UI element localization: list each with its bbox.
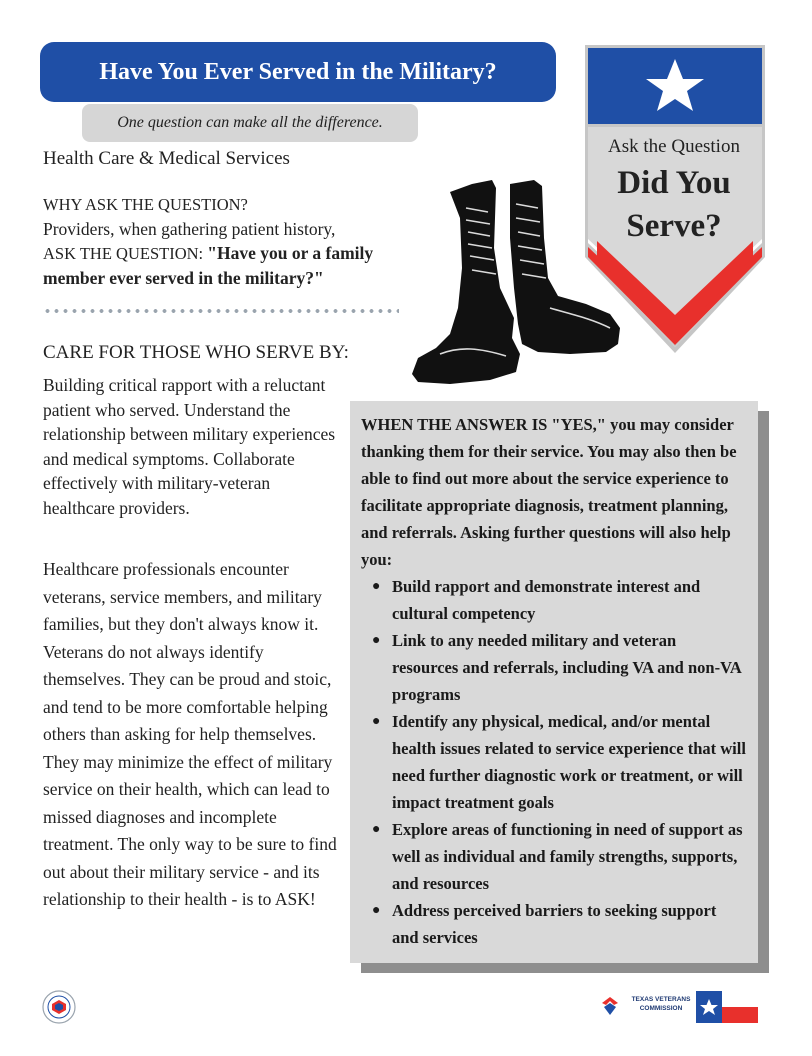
boots-image (410, 178, 622, 386)
why-heading: WHY ASK THE QUESTION? (43, 195, 248, 214)
seal-logo (42, 990, 76, 1024)
healthcare-paragraph: Healthcare professionals encounter veterans, service members, and military families, but they don't always know it. Veterans do not always identify themselves. They can be proud and stoic, and tend to be more comfortable helping others than asking for help themselves. They may minimize the effect of military service on their health, which can lead to missed diagnoses and incomplete treatment. The only way to be sure to find out about their military service - and its relationship to their health - is to ASK! (43, 559, 337, 909)
question-text: "Have you or a family member ever served in the military?" (43, 243, 374, 288)
list-item: ● Link to any needed military and veteran resources and referrals, including VA and non-VA programs (392, 627, 746, 708)
badge-title-line2: Serve? (626, 208, 722, 244)
why-question (43, 241, 423, 290)
tagline: One question can make all the difference. (117, 114, 383, 131)
badge-subtitle: Ask the Question (608, 136, 740, 157)
callout-intro: WHEN THE ANSWER IS "YES," you may consider thanking them for their service. You may also then be able to find out more about the service experience to facilitate appropriate diagnosis, treatment planning, and referrals. Asking further questions will also help you: (361, 415, 737, 569)
list-item: ● Identify any physical, medical, and/or mental health issues related to service experience that will need further diagnostic work or treatment, or will impact treatment goals (392, 708, 746, 816)
bullet-icon: ● (372, 822, 381, 837)
bullet-icon: ● (372, 903, 381, 918)
list-item: ● Explore areas of functioning in need of support as well as individual and family strengths, supports, and resources (392, 816, 746, 897)
why-ask-block (43, 193, 423, 290)
care-paragraph: Building critical rapport with a reluctant patient who served. Understand the relationship between military experiences and medical symptoms. Collaborate effectively with military-veteran healthcare providers. (43, 375, 336, 518)
page-title: Have You Ever Served in the Military? (99, 58, 497, 85)
bullet-icon: ● (372, 633, 381, 648)
list-item: ● Build rapport and demonstrate interest and cultural competency (392, 573, 746, 627)
bullet-icon: ● (372, 579, 381, 594)
why-line: Providers, when gathering patient history, (43, 219, 336, 239)
badge-title-line1: Did You (617, 165, 731, 201)
bullet-icon: ● (372, 714, 381, 729)
yes-answer-callout (350, 401, 758, 963)
tagline-box (82, 104, 418, 142)
title-banner (40, 42, 556, 102)
dotted-divider (43, 308, 399, 314)
ask-prefix: ASK THE QUESTION: (43, 244, 208, 263)
list-item: ● Address perceived barriers to seeking support and services (392, 897, 746, 951)
tvc-logo-text: TEXAS VETERANS COMMISSION (631, 996, 691, 1012)
callout-list (361, 573, 746, 951)
section-heading: Health Care & Medical Services (43, 148, 290, 169)
care-heading: CARE FOR THOSE WHO SERVE BY: (43, 342, 349, 363)
